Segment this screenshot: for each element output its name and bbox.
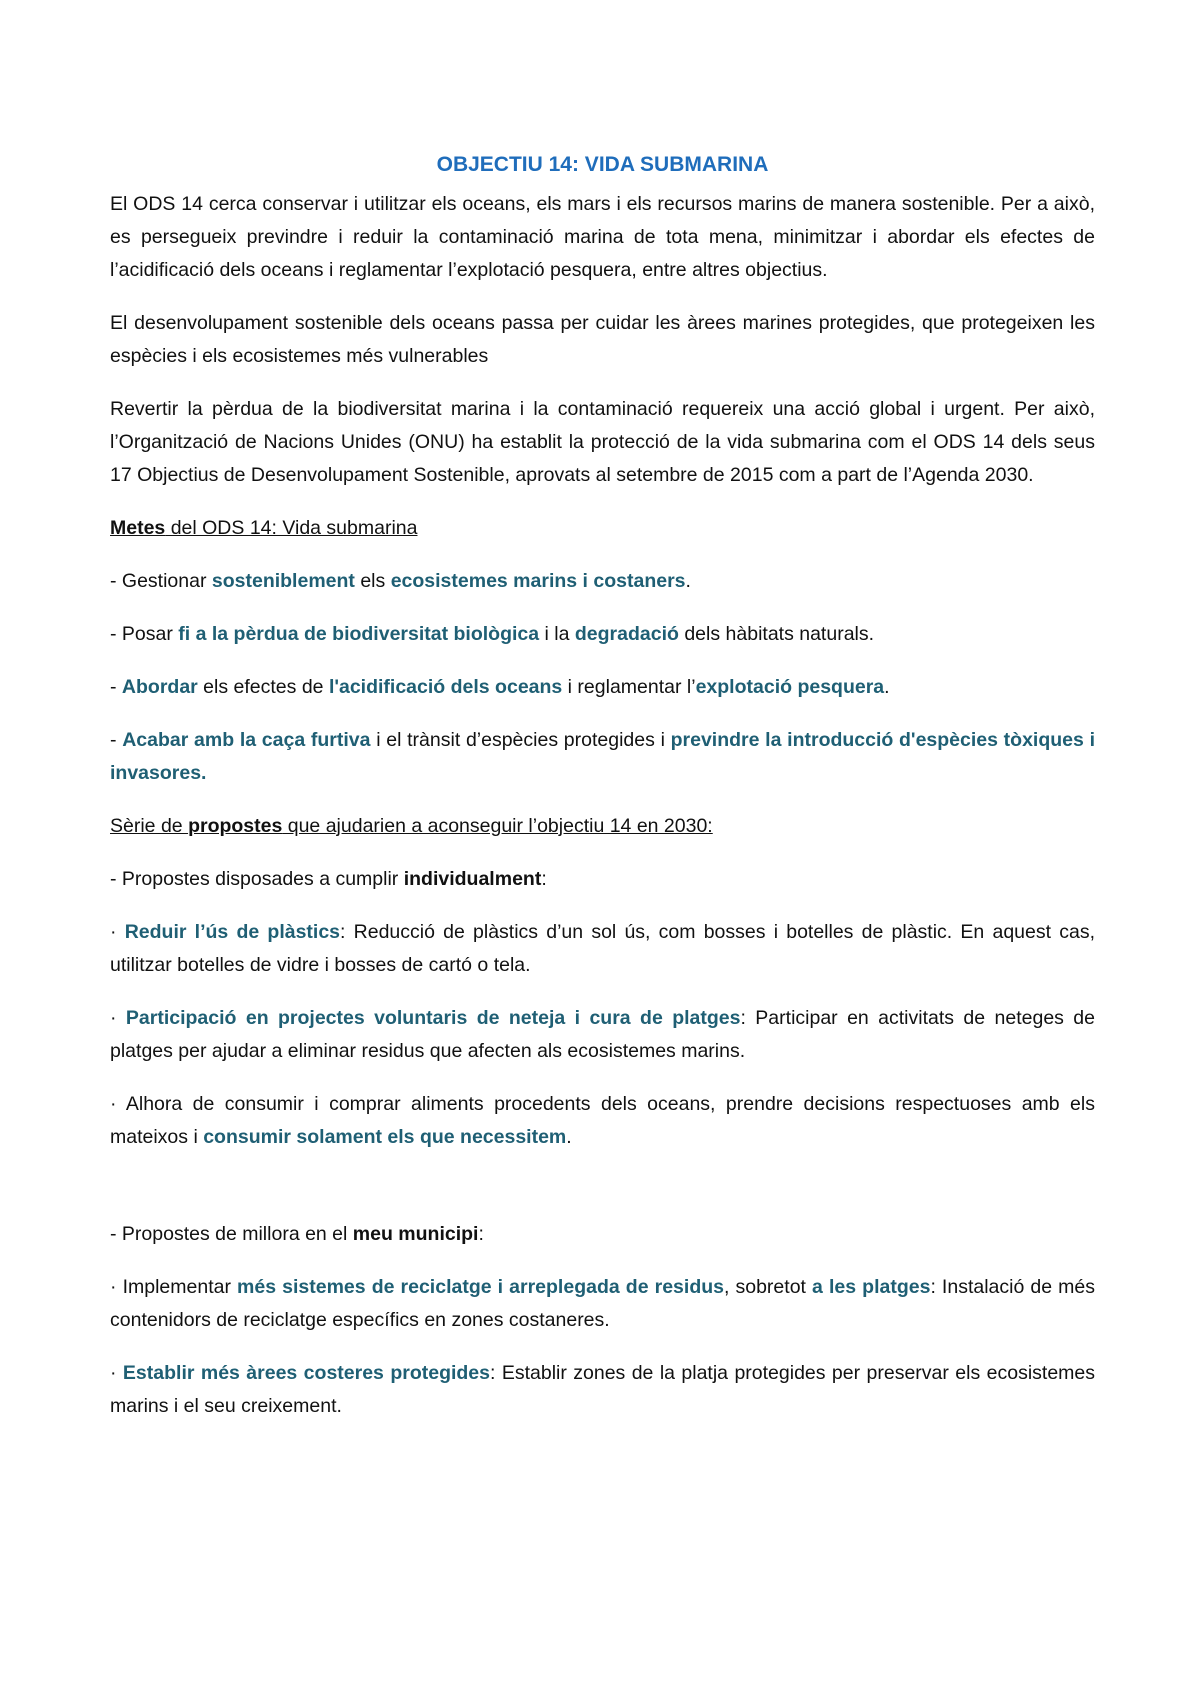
- propostes-municipi-heading: [110, 1218, 1095, 1251]
- text-run: ·: [110, 1362, 123, 1384]
- text-run: -: [110, 729, 123, 751]
- text-run: - Gestionar: [110, 570, 212, 592]
- meta-item-4: [110, 724, 1095, 790]
- text-run: - Propostes de millora en el: [110, 1223, 353, 1245]
- text-run: : Reducció de plàstics d’un sol ús, com bosses i botelles de plàstic. En aquest cas, utilitzar botelles de vidre i bosses de cartó o tela.: [110, 921, 1095, 976]
- text-run: · Alhora de consumir i comprar aliments procedents dels oceans, prendre decisions respectuoses amb els mateixos i: [110, 1093, 1095, 1148]
- intro-paragraph-3: Revertir la pèrdua de la biodiversitat marina i la contaminació requereix una acció global i urgent. Per això, l’Organització de Nacions Unides (ONU) ha establit la protecció de la vida submarina com el ODS 14 dels seus 17 Objectius de Desenvolupament Sostenible, aprovats al setembre de 2015 com a part de l’Agenda 2030.: [110, 398, 1095, 486]
- text-run: i el trànsit d’espècies protegides i: [370, 729, 671, 751]
- text-run: , sobretot: [724, 1276, 813, 1298]
- text-run: individualment: [403, 868, 542, 890]
- proposta-municipi-1: [110, 1271, 1095, 1337]
- meta-item-3: [110, 671, 1095, 704]
- propostes-heading: [110, 810, 1095, 843]
- text-run: .: [566, 1126, 572, 1148]
- text-run: a les platges: [812, 1276, 931, 1298]
- text-run: :: [541, 868, 547, 890]
- intro-paragraph-2: El desenvolupament sostenible dels oceans passa per cuidar les àrees marines protegides, que protegeixen les espècies i els ecosistemes més vulnerables: [110, 312, 1095, 367]
- text-run: Establir més àrees costeres protegides: [122, 1362, 490, 1384]
- meta-item-1: [110, 565, 1095, 598]
- spacer: [110, 1174, 1095, 1218]
- text-run: ·: [110, 921, 125, 943]
- text-run: dels hàbitats naturals.: [678, 623, 875, 645]
- text-run: .: [884, 676, 890, 698]
- text-run: · Implementar: [110, 1276, 238, 1298]
- text-run: : Establir zones de la platja protegides per preservar els ecosistemes marins i el seu creixement.: [110, 1362, 1096, 1417]
- text-run: del ODS 14: Vida submarina: [165, 517, 418, 539]
- text-run: - Propostes disposades a cumplir: [110, 868, 404, 890]
- text-run: que ajudarien a aconseguir l’objectiu 14 en 2030:: [282, 815, 713, 837]
- text-run: :: [478, 1223, 484, 1245]
- text-run: .: [685, 570, 691, 592]
- text-run: Reduir l’ús de plàstics: [124, 921, 341, 943]
- text-run: l'acidificació dels oceans: [328, 676, 563, 698]
- text-run: explotació pesquera: [695, 676, 885, 698]
- text-run: ecosistemes marins i costaners: [390, 570, 686, 592]
- text-run: Acabar amb la caça furtiva: [122, 729, 371, 751]
- text-run: degradació: [574, 623, 679, 645]
- text-run: sosteniblement: [211, 570, 355, 592]
- text-run: Abordar: [121, 676, 198, 698]
- text-run: previndre la introducció d'espècies tòxiques i invasores.: [110, 729, 1095, 784]
- document-page: [110, 150, 1095, 1443]
- meta-item-2: [110, 618, 1095, 651]
- text-run: -: [110, 676, 122, 698]
- proposta-individual-2: [110, 1002, 1095, 1068]
- text-run: : Participar en activitats de neteges de platges per ajudar a eliminar residus que afecten als ecosistemes marins.: [110, 1007, 1096, 1062]
- propostes-individual-heading: [110, 863, 1095, 896]
- text-run: Participació en projectes voluntaris de neteja i cura de platges: [125, 1007, 741, 1029]
- page-title: OBJECTIU 14: VIDA SUBMARINA: [436, 153, 769, 176]
- text-run: més sistemes de reciclatge i arreplegada de residus: [237, 1276, 724, 1298]
- text-run: els: [354, 570, 391, 592]
- text-run: Sèrie de: [110, 815, 189, 837]
- text-run: consumir solament els que necessitem: [203, 1126, 567, 1148]
- text-run: - Posar: [110, 623, 179, 645]
- proposta-municipi-2: [110, 1357, 1095, 1423]
- metes-heading: [110, 512, 1095, 545]
- text-run: ·: [110, 1007, 126, 1029]
- text-run: meu municipi: [352, 1223, 479, 1245]
- text-run: Metes: [110, 517, 166, 539]
- proposta-individual-1: [110, 916, 1095, 982]
- text-run: i reglamentar l’: [562, 676, 696, 698]
- text-run: els efectes de: [197, 676, 329, 698]
- text-run: fi a la pèrdua de biodiversitat biològica: [178, 623, 540, 645]
- text-run: : Instalació de més contenidors de reciclatge específics en zones costaneres.: [110, 1276, 1096, 1331]
- text-run: propostes: [188, 815, 283, 837]
- text-run: i la: [539, 623, 575, 645]
- proposta-individual-3: [110, 1088, 1095, 1154]
- intro-paragraph-1: El ODS 14 cerca conservar i utilitzar els oceans, els mars i els recursos marins de manera sostenible. Per a això, es persegueix previndre i reduir la contaminació marina de tota mena, minimitzar i abordar els efectes de l’acidificació dels oceans i reglamentar l’explotació pesquera, entre altres objectius.: [110, 193, 1095, 281]
